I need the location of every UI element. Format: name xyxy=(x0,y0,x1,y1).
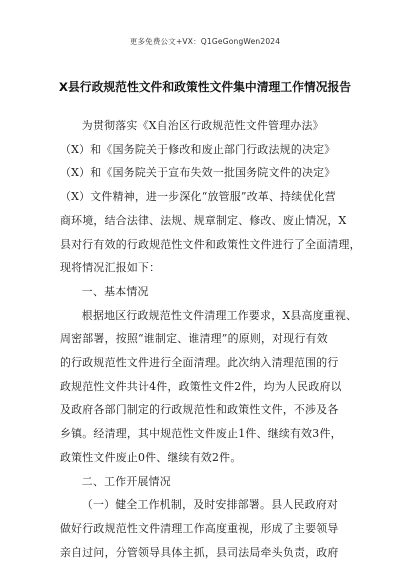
section-heading-work xyxy=(60,470,352,494)
text-line: 商环境，结合法律、法规、规章制定、修改、废止情况，X xyxy=(60,213,347,227)
text-line: 的行政规范性文件进行全面清理。此次纳入清理范围的行 xyxy=(60,356,339,370)
document-body xyxy=(60,114,361,564)
text-line: 县对行有效的行政规范性文件和政策性文件进行了全面清理， xyxy=(60,237,361,251)
section-heading: 一、基本情况 xyxy=(81,284,149,298)
text-line: 为贯彻落实《X自治区行政规范性文件管理办法》 xyxy=(81,119,324,132)
text-line: 政规范性文件共计4件，政策性文件2件，均为人民政府以 xyxy=(60,379,342,393)
intro-paragraph xyxy=(60,114,361,280)
section-heading-basic xyxy=(60,280,352,304)
text-line: 根据地区行政规范性文件清理工作要求，X县高度重视、 xyxy=(81,308,358,322)
text-line: 乡镇。经清理，其中规范性文件废止1件、继续有效3件， xyxy=(60,427,342,441)
section-heading: 二、工作开展情况 xyxy=(81,474,171,488)
basic-info-paragraph xyxy=(60,304,358,470)
text-line: 现将情况汇报如下： xyxy=(60,261,161,275)
text-line: 做好行政规范性文件清理工作高度重视，形成了主要领导 xyxy=(60,521,339,535)
work-paragraph xyxy=(60,493,352,564)
text-line: （X）和《国务院关于宣布失效一批国务院文件的决定》 xyxy=(60,166,336,180)
document-title: X县行政规范性文件和政策性文件集中清理工作情况报告 xyxy=(58,80,352,94)
text-line: 周密部署，按照“谁制定、谁清理”的原则，对现行有效 xyxy=(60,332,328,346)
text-line: （一）健全工作机制，及时安排部署。县人民政府对 xyxy=(81,498,339,512)
text-line: 及政府各部门制定的行政规范性和政策性文件，不涉及各 xyxy=(60,403,339,417)
header-note: 更多免费公文+VX：Q1GeGongWen2024 xyxy=(129,37,281,46)
text-line: （X）和《国务院关于修改和废止部门行政法规的决定》 xyxy=(60,142,336,156)
text-line: （X）文件精神，进一步深化“放管服”改革、持续优化营 xyxy=(60,190,336,204)
text-line: 政策性文件废止0件、继续有效2件。 xyxy=(60,450,242,464)
text-line: 亲自过问，分管领导具体主抓，县司法局牵头负责，政府 xyxy=(60,545,339,559)
